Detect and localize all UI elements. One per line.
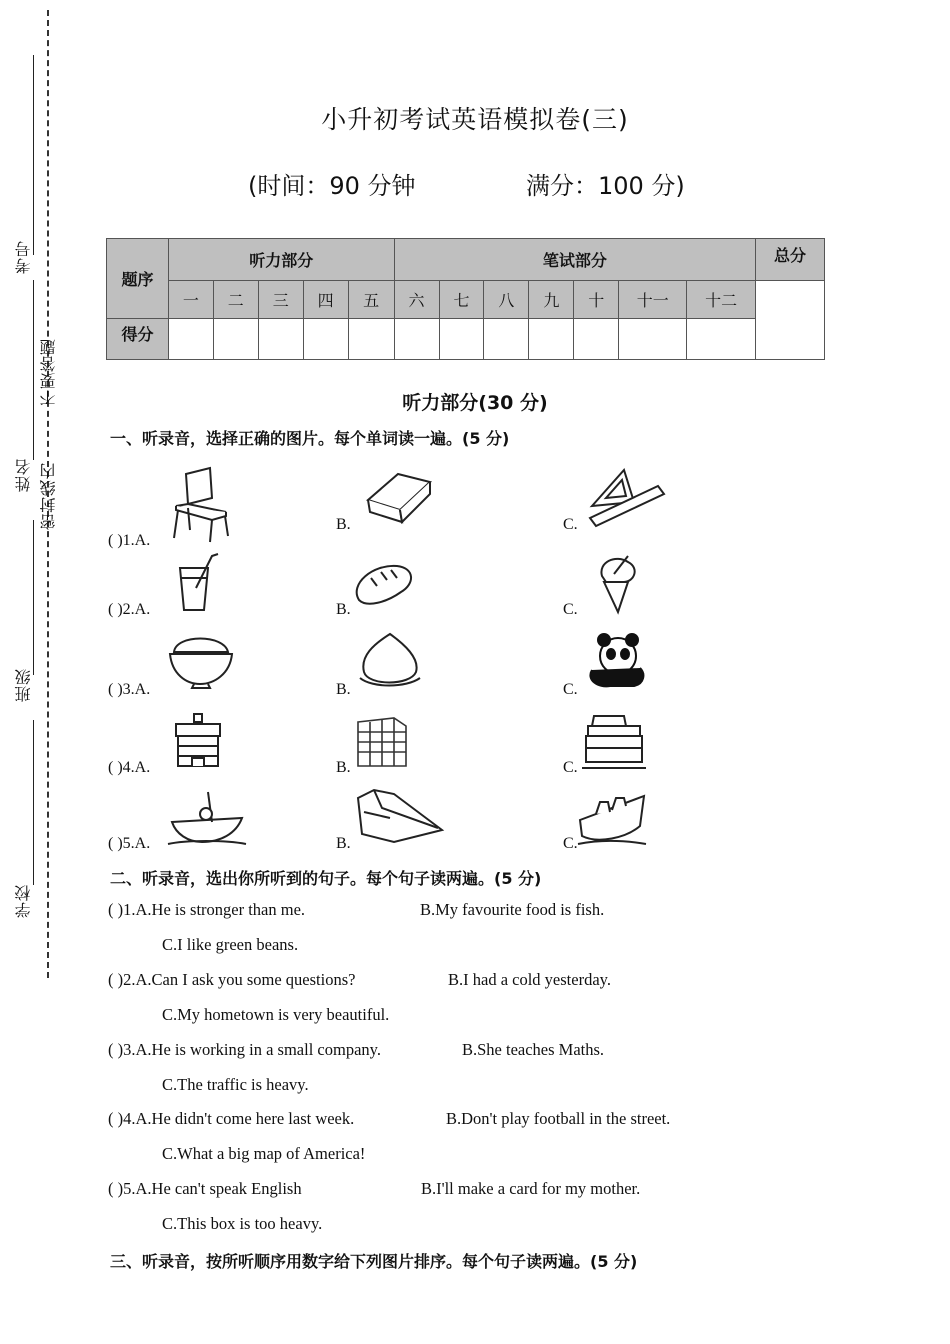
option-b-label: B. xyxy=(336,516,351,533)
name-label: 姓名 xyxy=(14,458,33,492)
school-label: 学校 xyxy=(14,884,33,918)
q-number: 六 xyxy=(394,281,439,319)
score-cell[interactable] xyxy=(303,319,348,360)
option-b-label: B. xyxy=(336,759,351,776)
seal-line-notice: 密封线内 xyxy=(39,462,58,530)
question-label: ( )5.A. xyxy=(108,835,151,852)
option-c-label: C. xyxy=(563,835,578,852)
question-label: ( )1.A. xyxy=(108,532,151,549)
exam-number-label: 考号 xyxy=(14,240,33,274)
q-number: 八 xyxy=(484,281,529,319)
option-c-label: C. xyxy=(563,516,578,533)
q1-option-c: C.I like green beans. xyxy=(162,935,299,954)
q-number: 三 xyxy=(258,281,303,319)
exam-full-score: 满分：100 分) xyxy=(526,172,685,200)
q3-option-a: ( )3.A.He is working in a small company. xyxy=(108,1040,381,1059)
q3-option-b: B.She teaches Maths. xyxy=(462,1040,605,1059)
score-cell[interactable] xyxy=(348,319,394,360)
score-cell[interactable] xyxy=(258,319,303,360)
q-number: 四 xyxy=(303,281,348,319)
q-number: 一 xyxy=(168,281,213,319)
option-c-label: C. xyxy=(563,681,578,698)
option-c-label: C. xyxy=(563,759,578,776)
option-b-label: B. xyxy=(336,601,351,618)
exam-time: (时间：90 分钟 xyxy=(248,172,416,200)
written-header: 笔试部分 xyxy=(394,239,755,281)
part1-title: 一、听录音，选择正确的图片。每个单词读一遍。(5 分) xyxy=(110,429,510,448)
q-number: 七 xyxy=(439,281,484,319)
option-b-label: B. xyxy=(336,681,351,698)
part2-title: 二、听录音，选出你所听到的句子。每个句子读两遍。(5 分) xyxy=(110,869,542,888)
bread-picture[interactable] xyxy=(353,560,415,608)
q-number: 五 xyxy=(348,281,394,319)
q4-option-b: B.Don't play football in the street. xyxy=(446,1109,671,1128)
peach-picture[interactable] xyxy=(354,630,426,690)
question-label: ( )4.A. xyxy=(108,759,151,776)
boat-picture[interactable] xyxy=(166,788,248,848)
score-cell[interactable] xyxy=(574,319,619,360)
score-cell[interactable] xyxy=(619,319,687,360)
score-cell[interactable] xyxy=(529,319,574,360)
q1-option-a: ( )1.A.He is stronger than me. xyxy=(108,900,306,919)
ship-picture[interactable] xyxy=(578,790,648,848)
q-number: 十二 xyxy=(687,281,756,319)
q1-option-b: B.My favourite food is fish. xyxy=(420,900,605,919)
class-blank[interactable] xyxy=(33,520,34,675)
chair-picture[interactable] xyxy=(168,468,236,543)
q-number: 二 xyxy=(213,281,258,319)
class-label: 班级 xyxy=(14,668,33,702)
q-number: 九 xyxy=(529,281,574,319)
library-picture[interactable] xyxy=(354,712,410,770)
q4-option-a: ( )4.A.He didn't come here last week. xyxy=(108,1109,355,1128)
q-number: 十一 xyxy=(619,281,687,319)
panda-picture[interactable] xyxy=(584,630,650,690)
q-number: 十 xyxy=(574,281,619,319)
q3-option-c: C.The traffic is heavy. xyxy=(162,1075,309,1094)
q5-option-b: B.I'll make a card for my mother. xyxy=(421,1179,641,1198)
q2-option-a: ( )2.A.Can I ask you some questions? xyxy=(108,970,356,989)
q4-option-c: C.What a big map of America! xyxy=(162,1144,366,1163)
total-header: 总分 xyxy=(756,239,825,281)
q5-option-a: ( )5.A.He can't speak English xyxy=(108,1179,302,1198)
total-score-cell[interactable] xyxy=(756,281,825,360)
question-label: ( )3.A. xyxy=(108,681,151,698)
score-cell[interactable] xyxy=(484,319,529,360)
school-blank[interactable] xyxy=(33,720,34,885)
part3-title: 三、听录音，按所听顺序用数字给下列图片排序。每个句子读两遍。(5 分) xyxy=(110,1252,638,1271)
eraser-picture[interactable] xyxy=(364,470,434,525)
score-cell[interactable] xyxy=(168,319,213,360)
exam-number-blank[interactable] xyxy=(33,55,34,255)
hospital-picture[interactable] xyxy=(170,712,226,770)
train-picture[interactable] xyxy=(354,788,446,848)
q2-option-c: C.My hometown is very beautiful. xyxy=(162,1005,390,1024)
score-row-label: 得分 xyxy=(107,319,169,360)
cinema-picture[interactable] xyxy=(582,712,646,772)
ruler-set-picture[interactable] xyxy=(588,466,668,526)
name-blank[interactable] xyxy=(33,280,34,460)
option-c-label: C. xyxy=(563,601,578,618)
no-answer-notice: 不要答题 xyxy=(39,338,58,406)
listening-section-title: 听力部分(30 分) xyxy=(402,392,548,414)
option-b-label: B. xyxy=(336,835,351,852)
listening-header: 听力部分 xyxy=(168,239,394,281)
rice-bowl-picture[interactable] xyxy=(168,630,234,688)
question-label: ( )2.A. xyxy=(108,601,151,618)
score-cell[interactable] xyxy=(439,319,484,360)
score-cell[interactable] xyxy=(213,319,258,360)
ice-cream-picture[interactable] xyxy=(594,554,642,616)
q5-option-c: C.This box is too heavy. xyxy=(162,1214,323,1233)
score-cell[interactable] xyxy=(394,319,439,360)
question-order-label: 题序 xyxy=(107,239,169,319)
exam-title: 小升初考试英语模拟卷(三) xyxy=(321,105,629,134)
q2-option-b: B.I had a cold yesterday. xyxy=(448,970,611,989)
juice-glass-picture[interactable] xyxy=(176,552,221,612)
score-cell[interactable] xyxy=(687,319,756,360)
score-table xyxy=(106,238,825,360)
